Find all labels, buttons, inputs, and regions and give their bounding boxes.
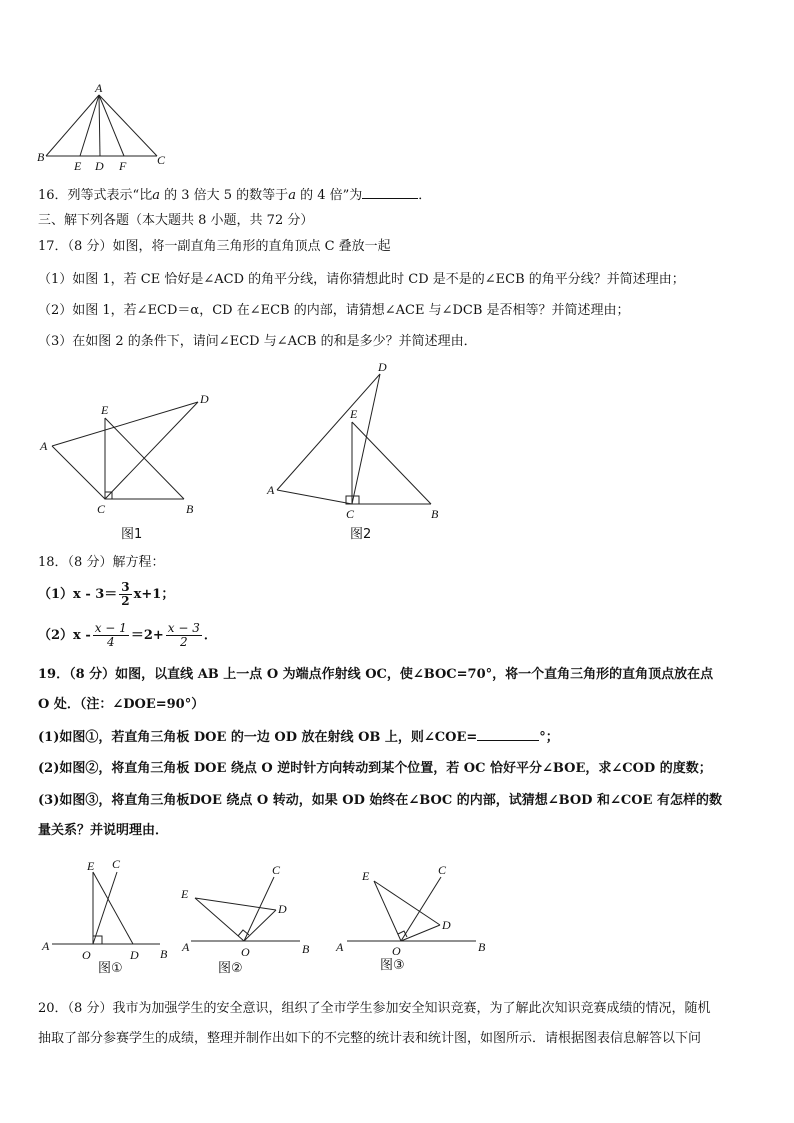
label-E: E <box>74 159 82 173</box>
fig19-2-label-D: D <box>278 902 287 916</box>
question-19-line2: O 处．（注：∠DOE=90°） <box>38 697 205 712</box>
label-D: D <box>95 159 104 173</box>
fig1-label-B: B <box>186 502 194 516</box>
fig1-label-C: C <box>97 502 106 516</box>
question-20-line1: 20．（8 分）我市为加强学生的安全意识，组织了全市学生参加安全知识竞赛，为了解此次知识竞赛成绩的情况，随机 <box>38 1001 711 1016</box>
equation-1: （1）x - 3＝ $\frac{3}{2}$ x+1； <box>38 580 175 608</box>
question-19-part3a: (3)如图③，将直角三角板DOE 绕点 O 转动，如果 OD 始终在∠BOC 的内部，试猜想∠BOD 和∠COE 有怎样的数 <box>38 793 722 808</box>
question-16: 16．列等式表示“比a 的 3 倍大 5 的数等于a 的 4 倍”为 ． <box>38 188 432 203</box>
fig19-1-label-E: E <box>87 859 95 873</box>
fig19-2-label-O: O <box>241 945 250 959</box>
fig2-label-E: E <box>350 407 358 421</box>
question-17-part2: （2）如图 1，若∠ECD＝α，CD 在∠ECB 的内部，请猜想∠ACE 与∠DCB 是否相等？并简述理由； <box>38 303 630 318</box>
fig2-label-C: C <box>346 507 355 521</box>
question-17-part3: （3）在如图 2 的条件下，请问∠ECD 与∠ACB 的和是多少？并简述理由． <box>38 334 477 349</box>
fig19-1-label-O: O <box>82 948 91 962</box>
label-F: F <box>119 159 127 173</box>
question-19-part1: (1)如图①，若直角三角板 DOE 的一边 OD 放在射线 OB 上，则∠COE= °； <box>38 730 559 745</box>
fig19-2-label-E: E <box>181 887 189 901</box>
fig19-2-label-C: C <box>272 863 281 877</box>
fig1-label-E: E <box>101 403 109 417</box>
fig2-label-D: D <box>378 360 387 374</box>
fig19-2-label-A: A <box>182 940 190 954</box>
section-title: 三、解下列各题（本大题共 8 小题，共 72 分） <box>38 213 314 228</box>
question-17-part1: （1）如图 1，若 CE 恰好是∠ACD 的角平分线，请你猜想此时 CD 是不是的∠ECB 的角平分线？并简述理由； <box>38 272 685 287</box>
fig19-3-label-B: B <box>478 940 486 954</box>
fig19-1-label-D: D <box>130 948 139 962</box>
fig2-label-B: B <box>431 507 439 521</box>
fig19-3-label-A: A <box>336 940 344 954</box>
equation-2: （2）x - $\frac{x - 1}{4}$ ＝2+ $\frac{x - 3}{2}$ ． <box>38 621 217 649</box>
question-19-line1: 19．（8 分）如图，以直线 AB 上一点 O 为端点作射线 OC，使∠BOC=70°，将一个直角三角形的直角顶点放在点 <box>38 667 714 682</box>
fig19-1-label-A: A <box>42 939 50 953</box>
fig1-label-A: A <box>40 439 48 453</box>
fig2-label-A: A <box>267 483 275 497</box>
fig19-2-label-B: B <box>302 942 310 956</box>
fig19-3-label-E: E <box>362 869 370 883</box>
label-A: A <box>95 81 103 95</box>
fig19-1-caption: 图① <box>98 961 123 976</box>
fig1-caption: 图1 <box>121 527 143 542</box>
fig2-caption: 图2 <box>350 527 372 542</box>
fig1-label-D: D <box>200 392 209 406</box>
fig19-3-caption: 图③ <box>380 958 405 973</box>
question-19-part3b: 量关系？并说明理由． <box>38 823 169 838</box>
label-C: C <box>157 153 166 167</box>
question-19-part2: (2)如图②，将直角三角板 DOE 绕点 O 逆时针方向转动到某个位置，若 OC 恰好平分∠BOE，求∠COD 的度数； <box>38 761 712 776</box>
fig19-3-label-C: C <box>438 863 447 877</box>
question-17-intro: 17．（8 分）如图，将一副直角三角形的直角顶点 C 叠放一起 <box>38 239 391 254</box>
fig19-2-caption: 图② <box>218 961 243 976</box>
label-B: B <box>37 150 45 164</box>
question-18-intro: 18．（8 分）解方程： <box>38 555 165 570</box>
fig19-1-label-B: B <box>160 947 168 961</box>
question-20-line2: 抽取了部分参赛学生的成绩，整理并制作出如下的不完整的统计表和统计图，如图所示．请根据图表信息解答以下问 <box>38 1031 702 1046</box>
fig19-3-label-D: D <box>442 918 451 932</box>
fig19-3-label-O: O <box>392 944 401 958</box>
fig19-1-label-C: C <box>112 857 121 871</box>
